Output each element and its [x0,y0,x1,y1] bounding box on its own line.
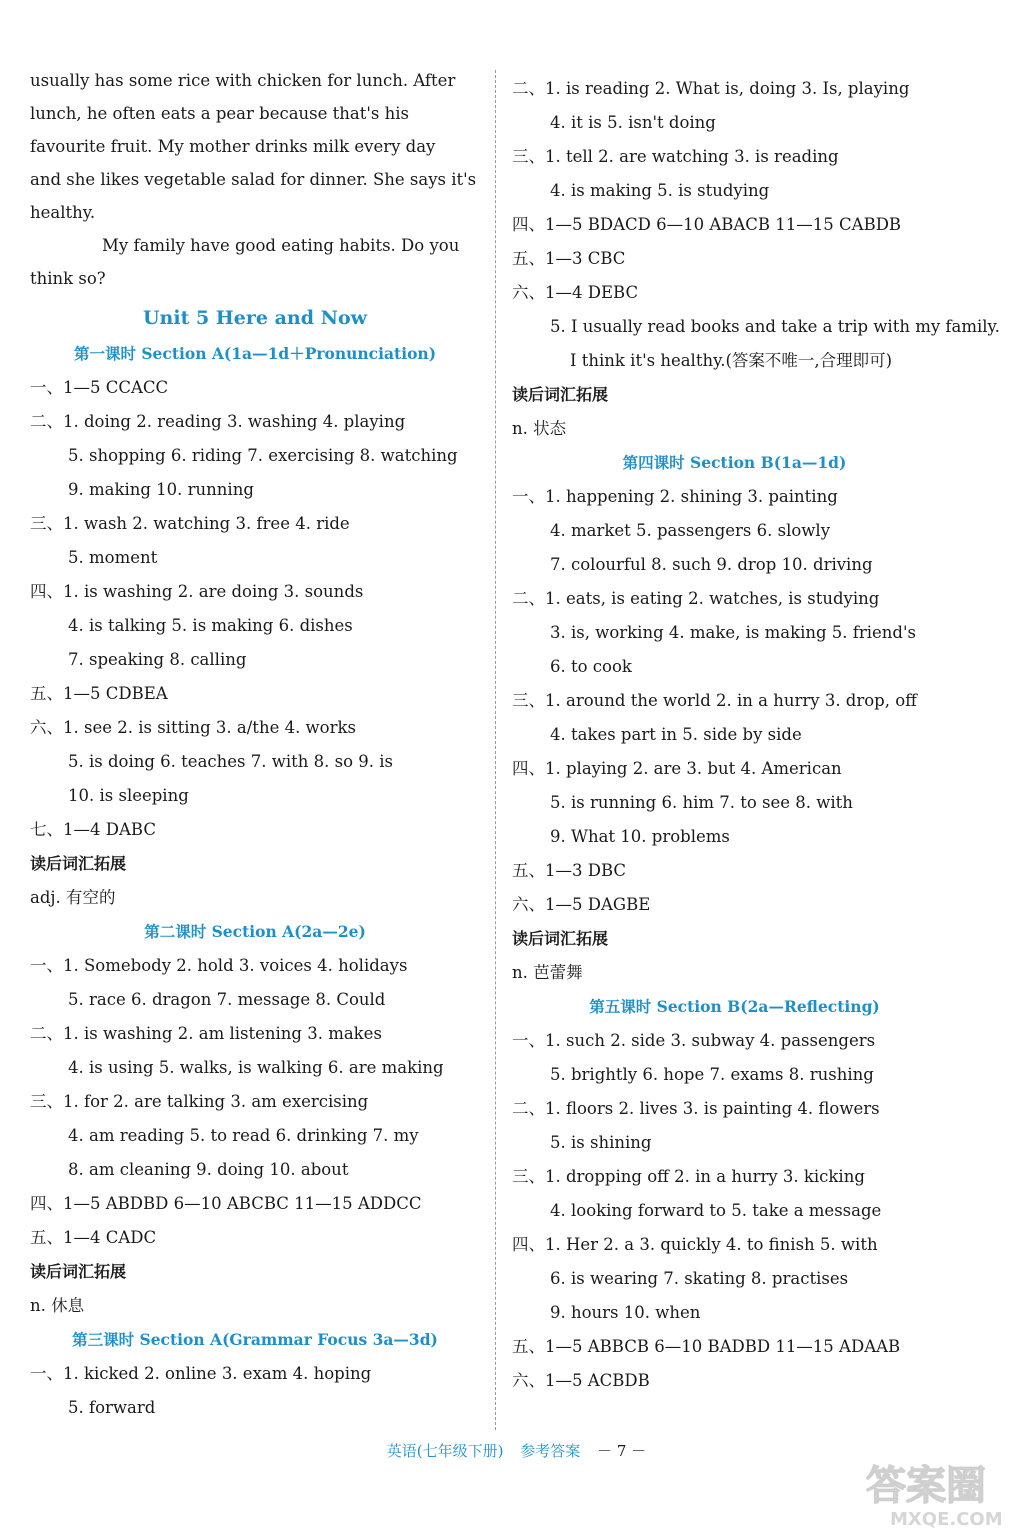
answer-line: 一、1. Somebody 2. hold 3. voices 4. holidays [30,956,408,975]
answer-list [30,371,480,847]
watermark-url: MXQE.COM [890,1509,1003,1530]
answer-line: 二、1. doing 2. reading 3. washing 4. playing [30,412,406,431]
answer-line: 4. it is 5. isn't doing [550,113,716,132]
answer-line: 4. is making 5. is studying [550,181,770,200]
vocab-extension-value: n. 休息 [30,1296,85,1315]
answer-line: 三、1. dropping off 2. in a hurry 3. kicking [512,1167,865,1186]
answer-line: 五、1—5 ABBCB 6—10 BADBD 11—15 ADAAB [512,1337,901,1356]
lesson-title: 第二课时 Section A(2a—2e) [144,922,366,941]
answer-line: 4. looking forward to 5. take a message [550,1201,882,1220]
answer-line: 4. takes part in 5. side by side [550,725,802,744]
vocab-extension-value: n. 芭蕾舞 [512,963,583,982]
answer-line: 10. is sleeping [68,786,189,805]
essay-line: healthy. [30,203,96,222]
footer-label: 参考答案 [520,1442,581,1460]
vocab-extension-heading: 读后词汇拓展 [30,854,127,873]
vocab-extension-value: n. 状态 [512,419,567,438]
lesson-title: 第四课时 Section B(1a—1d) [622,453,847,472]
answer-line: 五、1—4 CADC [30,1228,157,1247]
answer-line: 四、1—5 BDACD 6—10 ABACB 11—15 CABDB [512,215,902,234]
watermark-logo [860,1455,1020,1531]
lesson-title: 第一课时 Section A(1a—1d＋Pronunciation) [73,344,437,363]
answer-line: 3. is, working 4. make, is making 5. friend's [550,623,916,642]
answer-line: 6. is wearing 7. skating 8. practises [550,1269,849,1288]
essay-line: lunch, he often eats a pear because that's his [30,104,410,123]
answer-line: I think it's healthy.(答案不唯一,合理即可) [570,351,893,370]
vocab-extension-heading: 读后词汇拓展 [30,1262,127,1281]
answer-line: 9. making 10. running [68,480,254,499]
answer-line: 4. am reading 5. to read 6. drinking 7. my [68,1126,419,1145]
answer-line: 二、1. floors 2. lives 3. is painting 4. flowers [512,1099,880,1118]
answer-line: 6. to cook [550,657,632,676]
answer-list [512,480,957,922]
answer-line: 六、1—5 DAGBE [512,895,651,914]
answer-line: 5. is running 6. him 7. to see 8. with [550,793,853,812]
answer-list [30,1357,480,1425]
unit-title: Unit 5 Here and Now [142,307,367,329]
answer-line: 9. hours 10. when [550,1303,701,1322]
answer-line: 二、1. eats, is eating 2. watches, is studying [512,589,880,608]
answer-line: 5. shopping 6. riding 7. exercising 8. watching [68,446,458,465]
answer-line: 5. is doing 6. teaches 7. with 8. so 9. is [68,752,394,771]
answer-line: 5. I usually read books and take a trip with my family. [550,317,1000,336]
answer-line: 六、1. see 2. is sitting 3. a/the 4. works [30,718,356,737]
answer-list [512,72,1000,378]
answer-line: 三、1. tell 2. are watching 3. is reading [512,147,839,166]
essay-line: think so? [30,269,106,288]
answer-line: 7. colourful 8. such 9. drop 10. driving [550,555,873,574]
answer-list [30,949,480,1255]
answer-line: 5. is shining [550,1133,652,1152]
answer-line: 六、1—4 DEBC [512,283,639,302]
answer-line: 二、1. is reading 2. What is, doing 3. Is, playing [512,79,910,98]
answer-line: 三、1. for 2. are talking 3. am exercising [30,1092,369,1111]
lesson-title: 第三课时 Section A(Grammar Focus 3a—3d) [72,1330,438,1349]
essay-line [30,229,480,262]
answer-line: 三、1. wash 2. watching 3. free 4. ride [30,514,350,533]
answer-line: 5. race 6. dragon 7. message 8. Could [68,990,386,1009]
answer-line: 8. am cleaning 9. doing 10. about [68,1160,349,1179]
answer-line: 四、1—5 ABDBD 6—10 ABCBC 11—15 ADDCC [30,1194,422,1213]
answer-line: 7. speaking 8. calling [68,650,247,669]
answer-line: 七、1—4 DABC [30,820,156,839]
answer-line: 一、1. happening 2. shining 3. painting [512,487,838,506]
essay-line: usually has some rice with chicken for lunch. After [30,71,456,90]
answer-line: 二、1. is washing 2. am listening 3. makes [30,1024,382,1043]
answer-line: 六、1—5 ACBDB [512,1371,650,1390]
essay-text: My family have good eating habits. Do you [102,236,460,255]
answer-line: 一、1—5 CCACC [30,378,169,397]
answer-list [512,1024,957,1398]
answer-line: 5. forward [68,1398,156,1417]
answer-line: 五、1—3 CBC [512,249,626,268]
watermark-text: 答案圈 [866,1463,986,1509]
page-number: － 7 － [597,1442,647,1460]
essay-line: favourite fruit. My mother drinks milk every day [30,137,436,156]
answer-line: 四、1. Her 2. a 3. quickly 4. to finish 5. with [512,1235,878,1254]
answer-line: 四、1. playing 2. are 3. but 4. American [512,759,842,778]
left-column [30,64,480,1425]
answer-line: 一、1. such 2. side 3. subway 4. passengers [512,1031,876,1050]
answer-line: 4. is using 5. walks, is walking 6. are making [68,1058,444,1077]
right-column [512,72,1000,1398]
answer-line: 9. What 10. problems [550,827,730,846]
answer-line: 4. market 5. passengers 6. slowly [550,521,831,540]
lesson-title: 第五课时 Section B(2a—Reflecting) [589,997,880,1016]
answer-line: 5. brightly 6. hope 7. exams 8. rushing [550,1065,874,1084]
vocab-extension-heading: 读后词汇拓展 [512,929,609,948]
answer-line: 5. moment [68,548,158,567]
answer-line: 一、1. kicked 2. online 3. exam 4. hoping [30,1364,372,1383]
essay-line: and she likes vegetable salad for dinner. She says it's [30,170,477,189]
vocab-extension-value: adj. 有空的 [30,888,116,907]
vocab-extension-heading: 读后词汇拓展 [512,385,609,404]
column-divider [495,70,496,1430]
answer-line: 四、1. is washing 2. are doing 3. sounds [30,582,364,601]
answer-line: 三、1. around the world 2. in a hurry 3. drop, off [512,691,917,710]
book-title: 英语(七年级下册) [386,1442,504,1460]
answer-line: 五、1—5 CDBEA [30,684,168,703]
answer-line: 4. is talking 5. is making 6. dishes [68,616,353,635]
answer-line: 五、1—3 DBC [512,861,627,880]
essay-paragraph [30,64,480,295]
